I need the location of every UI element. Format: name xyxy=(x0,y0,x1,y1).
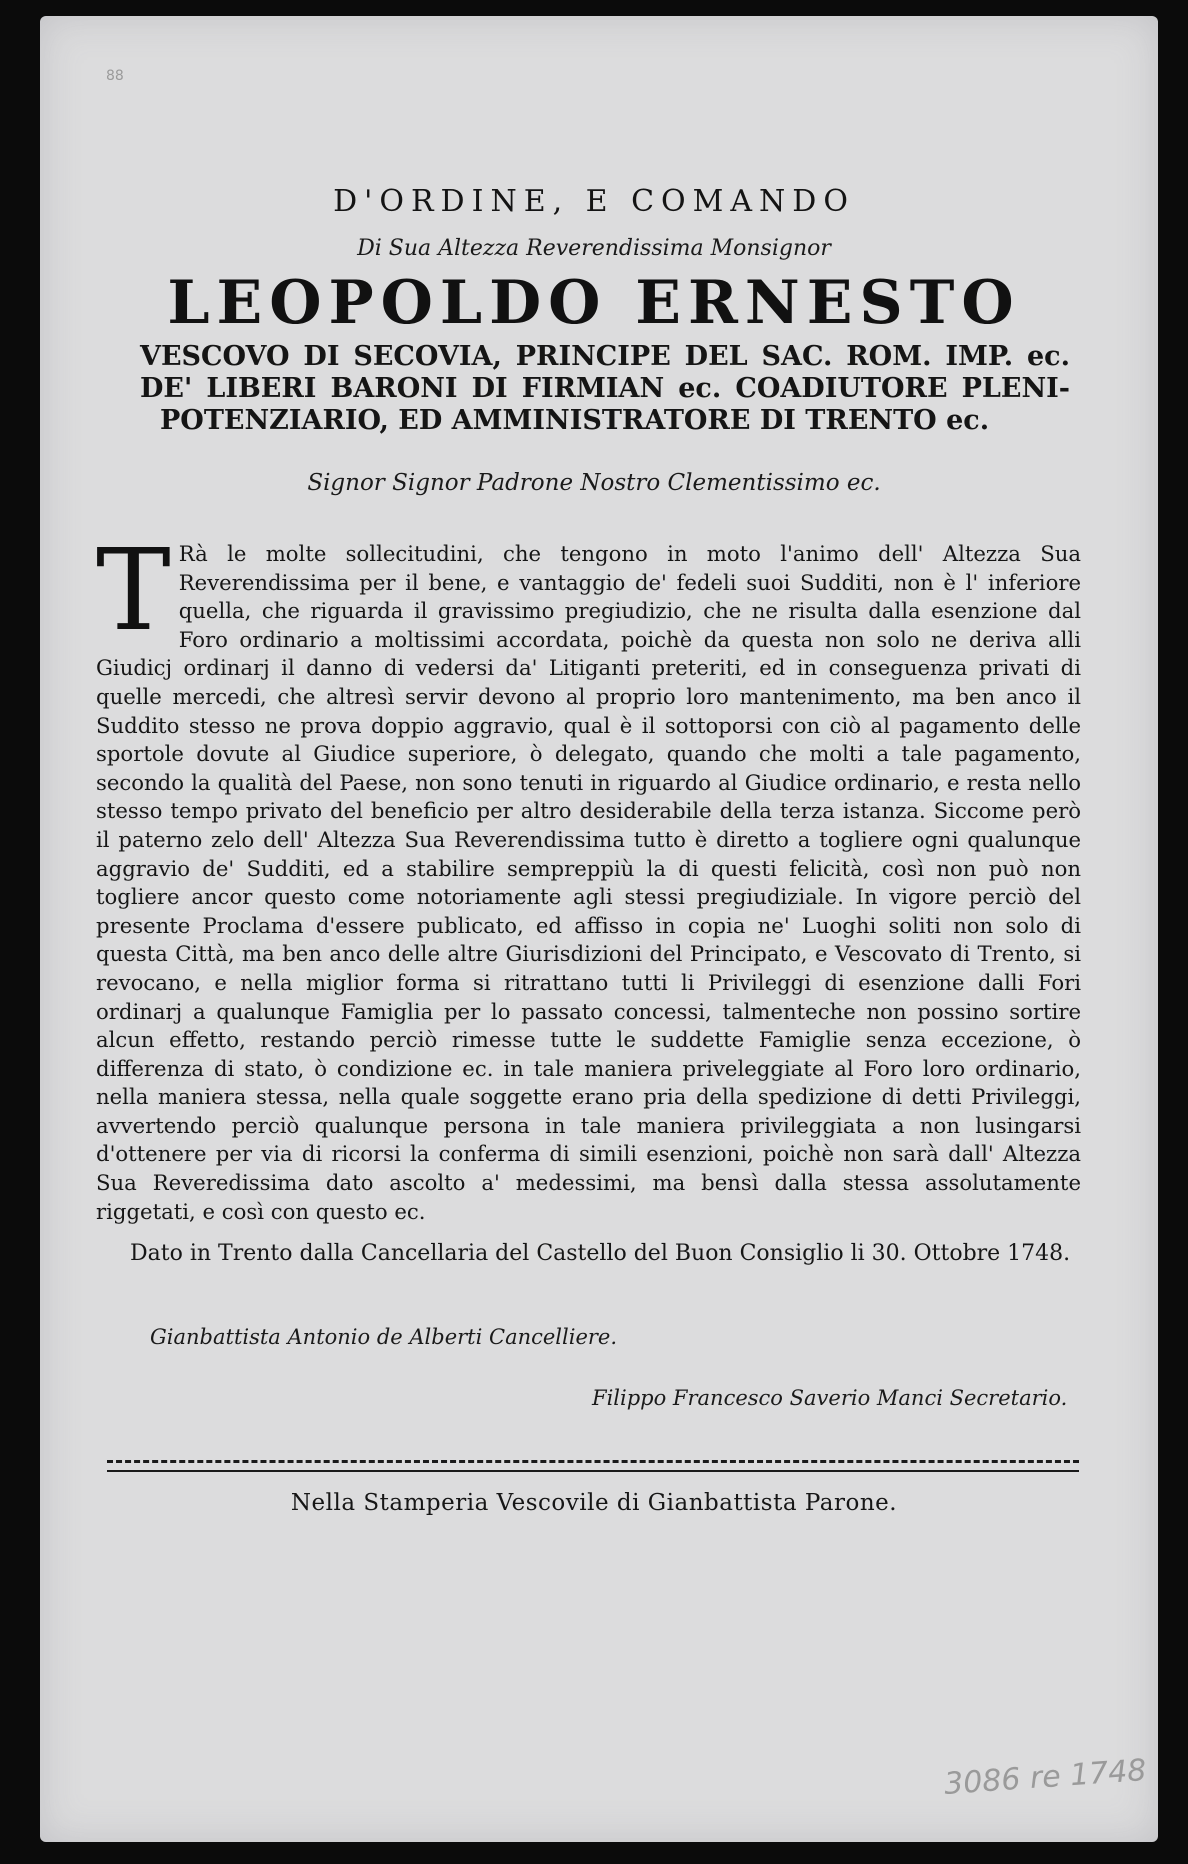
date-line: Dato in Trento dalla Cancellaria del Castello del Buon Consiglio li 30. Ottobre 1748. xyxy=(130,1241,1071,1266)
signature-secretary: Filippo Francesco Saverio Manci Secretario. xyxy=(592,1386,1068,1410)
bishop-name: LEOPOLDO ERNESTO xyxy=(167,268,1021,338)
divider-rule xyxy=(107,1470,1079,1472)
title-line-2: DE' LIBERI BARONI DI FIRMIAN ec. COADIUTORE PLENI- xyxy=(140,373,1070,404)
bishop-titles xyxy=(140,341,1070,437)
proclamation-text: Rà le molte sollecitudini, che tengono in moto l'animo dell' Altezza Sua Reverendissima per il bene, e vantaggio de' fedeli suoi Sudditi, non è l' inferiore quella, che riguarda il gravissimo pregiudizio, che ne risulta dalla esenzione dal Foro ordinario a moltissimi accordata, poichè da questa non solo ne deriva alli Giudicj ordinarj il danno di vedersi da' Litiganti preteriti, ed in conseguenza privati di quelle mercedi, che altresì servir devono al proprio loro mantenimento, ma ben anco il Suddito stesso ne prova doppio aggravio, qual è il sottoporsi con ciò al pagamento delle sportole dovute al Giudice superiore, ò delegato, quando che molti a tale pagamento, secondo la qualità del Paese, non sono tenuti in riguardo al Giudice ordinario, e resta nello stesso tempo privato del beneficio per altro desiderabile della terza istanza. Siccome però il paterno zelo dell' Altezza Sua Reverendissima tutto è diretto a togliere ogni qualunque aggravio de' Sudditi, ed a stabilire sempreppiù la di questi felicità, così non può non togliere ancor questo come notoriamente agli stessi pregiudiziale. In vigore perciò del presente Proclama d'essere publicato, ed affisso in copia ne' Luoghi soliti non solo di questa Città, ma ben anco delle altre Giurisdizioni del Principato, e Vescovato di Trento, si revocano, e nella miglior forma si ritrattano tutti li Privileggi di esenzione dalli Fori ordinarj a qualunque Famiglia per lo passato concessi, talmenteche non possino sortire alcun effetto, restando perciò rimesse tutte le suddette Famiglie senza eccezione, ò differenza di stato, ò condizione ec. in tale maniera priveleggiate al Foro loro ordinario, nella maniera stessa, nella quale soggette erano pria della spedizione di detti Privileggi, avvertendo perciò qualunque persona in tale maniera privileggiata a non lusingarsi d'ottenere per via di ricorsi la conferma di simili esenzioni, poichè non sarà dall' Altezza Sua Reveredissima dato ascolto a' medessimi, ma bensì dalla stessa assolutamente riggetati, e così con questo ec. xyxy=(96,541,1081,1224)
title-line-1: VESCOVO DI SECOVIA, PRINCIPE DEL SAC. ROM. IMP. ec. xyxy=(140,341,1070,372)
signature-chancellor: Gianbattista Antonio de Alberti Cancelliere. xyxy=(150,1325,618,1349)
divider-rule xyxy=(107,1460,1079,1463)
drop-cap: T xyxy=(96,526,171,656)
printer-imprint: Nella Stamperia Vescovile di Gianbattista Parone. xyxy=(290,1490,898,1516)
title-line-3: POTENZIARIO, ED AMMINISTRATORE DI TRENTO ec. xyxy=(160,405,990,436)
pencil-annotation: 88 xyxy=(106,68,124,84)
proclamation-body xyxy=(96,526,1081,1226)
heading-order: D'ORDINE, E COMANDO xyxy=(333,184,855,219)
heading-subtitle: Di Sua Altezza Reverendissima Monsignor xyxy=(357,236,831,261)
archival-number: 3086 re 1748 xyxy=(943,1752,1148,1803)
salutation: Signor Signor Padrone Nostro Clementissimo ec. xyxy=(307,470,881,496)
